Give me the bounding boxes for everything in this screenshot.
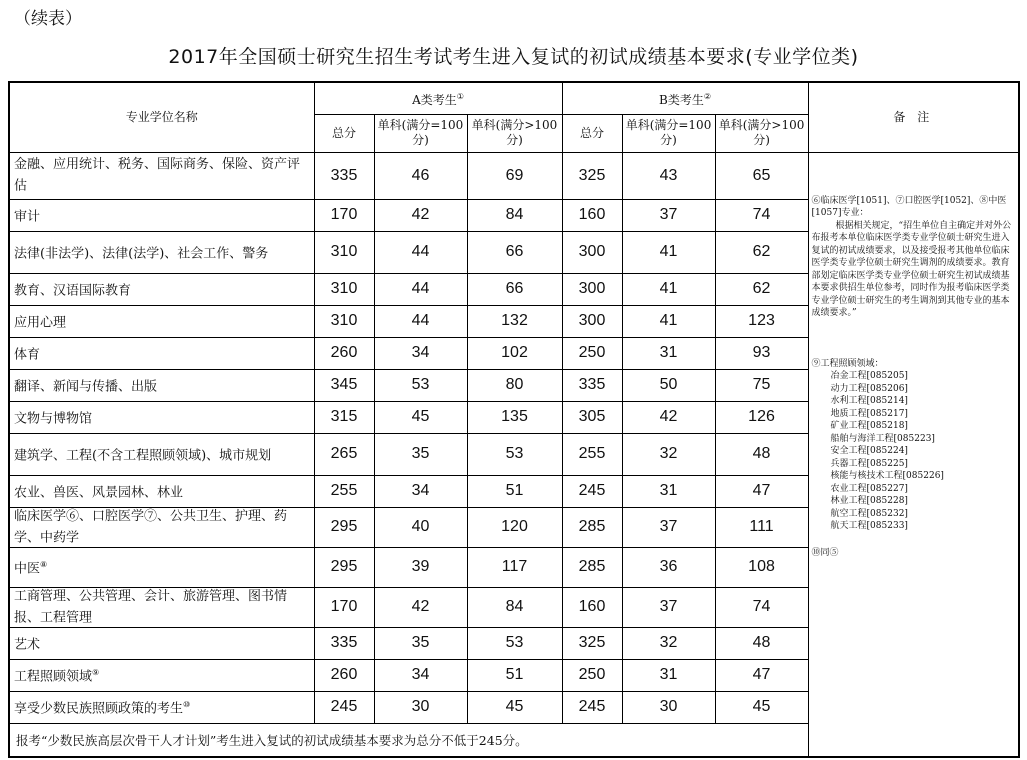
header-a-total: 总分 (314, 114, 374, 152)
score-b-gt100: 48 (715, 433, 808, 475)
engineering-field-item: 矿业工程[085218] (830, 421, 908, 431)
engineering-field-item: 林业工程[085228] (830, 496, 908, 506)
degree-name-cell: 法律(非法学)、法律(法学)、社会工作、警务 (9, 231, 314, 273)
medical-note-head: ⑥临床医学[1051]、⑦口腔医学[1052]、⑧中医[1057]专业： (811, 195, 1007, 218)
degree-name-cell: 翻译、新闻与传播、出版 (9, 369, 314, 401)
degree-name-cell: 文物与博物馆 (9, 401, 314, 433)
engineering-field-item: 安全工程[085224] (830, 446, 908, 456)
degree-name-cell: 教育、汉语国际教育 (9, 273, 314, 305)
score-b-100: 50 (622, 369, 715, 401)
score-a-100: 44 (374, 231, 467, 273)
score-a-100: 35 (374, 433, 467, 475)
table-row (9, 152, 1019, 199)
score-b-gt100: 74 (715, 587, 808, 627)
score-a-gt100: 45 (467, 691, 562, 723)
score-a-gt100: 84 (467, 587, 562, 627)
score-a-gt100: 51 (467, 659, 562, 691)
score-a-total: 310 (314, 273, 374, 305)
score-b-gt100: 126 (715, 401, 808, 433)
notes-cell (808, 152, 1019, 757)
engineering-field-item: 水利工程[085214] (830, 396, 908, 406)
score-a-gt100: 53 (467, 627, 562, 659)
score-b-gt100: 123 (715, 305, 808, 337)
score-a-total: 265 (314, 433, 374, 475)
score-a-total: 295 (314, 507, 374, 547)
score-a-100: 45 (374, 401, 467, 433)
score-a-100: 53 (374, 369, 467, 401)
degree-name-cell: 体育 (9, 337, 314, 369)
score-a-100: 42 (374, 199, 467, 231)
engineering-field-item: 核能与核技术工程[085226] (830, 471, 944, 481)
score-b-gt100: 47 (715, 475, 808, 507)
score-b-total: 325 (562, 152, 622, 199)
score-b-total: 250 (562, 337, 622, 369)
engineering-field-item: 船舶与海洋工程[085223] (830, 433, 935, 444)
score-a-gt100: 135 (467, 401, 562, 433)
same-as-note: ⑩同⑤ (811, 547, 839, 558)
score-b-100: 32 (622, 627, 715, 659)
header-b-total: 总分 (562, 114, 622, 152)
score-b-100: 41 (622, 273, 715, 305)
score-b-gt100: 45 (715, 691, 808, 723)
score-a-100: 42 (374, 587, 467, 627)
degree-name-cell: 工商管理、公共管理、会计、旅游管理、图书情报、工程管理 (9, 587, 314, 627)
score-a-total: 245 (314, 691, 374, 723)
medical-note-body: 根据相关规定，“招生单位自主确定并对外公布报考本单位临床医学类专业学位硕士研究生进入复试的初试成绩要求，以及接受报考其他单位临床医学类专业学位硕士研究生调剂的成绩要求。教育部划定临床医学类专业学位硕士研究生初试成绩基本要求供招生单位参考，同时作为报考临床医学类专业学位硕士研究生的考生调剂到其他专业的基本成绩要求。” (811, 220, 1012, 318)
score-b-total: 305 (562, 401, 622, 433)
score-b-gt100: 47 (715, 659, 808, 691)
header-notes: 备 注 (808, 82, 1019, 152)
engineering-note-head: ⑨工程照顾领域： (811, 358, 884, 369)
engineering-field-item: 地质工程[085217] (830, 408, 908, 419)
score-a-total: 335 (314, 152, 374, 199)
score-b-gt100: 62 (715, 273, 808, 305)
score-b-gt100: 62 (715, 231, 808, 273)
score-a-total: 170 (314, 587, 374, 627)
degree-name-cell: 中医⑧ (9, 547, 314, 587)
score-b-100: 30 (622, 691, 715, 723)
engineering-field-item: 兵器工程[085225] (830, 458, 908, 469)
score-a-total: 255 (314, 475, 374, 507)
score-a-total: 335 (314, 627, 374, 659)
score-b-gt100: 93 (715, 337, 808, 369)
footer-note: 报考“少数民族高层次骨干人才计划”考生进入复试的初试成绩基本要求为总分不低于245分。 (9, 723, 808, 757)
engineering-field-item: 航天工程[085233] (830, 521, 908, 531)
degree-name-cell: 应用心理 (9, 305, 314, 337)
score-a-100: 34 (374, 337, 467, 369)
score-b-total: 300 (562, 273, 622, 305)
score-b-total: 285 (562, 547, 622, 587)
degree-name-cell: 临床医学⑥、口腔医学⑦、公共卫生、护理、药学、中药学 (9, 507, 314, 547)
degree-name-cell: 建筑学、工程(不含工程照顾领域)、城市规划 (9, 433, 314, 475)
score-a-100: 34 (374, 659, 467, 691)
score-a-gt100: 102 (467, 337, 562, 369)
continued-label: （续表） (14, 9, 82, 29)
score-a-100: 44 (374, 273, 467, 305)
score-b-total: 255 (562, 433, 622, 475)
score-b-100: 32 (622, 433, 715, 475)
score-b-100: 41 (622, 231, 715, 273)
score-a-gt100: 51 (467, 475, 562, 507)
score-b-total: 245 (562, 691, 622, 723)
header-a-single-100: 单科(满分=100分) (374, 114, 467, 152)
score-a-total: 310 (314, 305, 374, 337)
score-b-100: 31 (622, 475, 715, 507)
score-b-total: 160 (562, 587, 622, 627)
score-a-total: 315 (314, 401, 374, 433)
score-a-total: 345 (314, 369, 374, 401)
score-a-gt100: 66 (467, 231, 562, 273)
score-a-total: 170 (314, 199, 374, 231)
score-b-total: 285 (562, 507, 622, 547)
score-a-100: 30 (374, 691, 467, 723)
score-b-gt100: 111 (715, 507, 808, 547)
degree-name-cell: 艺术 (9, 627, 314, 659)
degree-name-cell: 工程照顾领域⑨ (9, 659, 314, 691)
engineering-field-item: 航空工程[085232] (830, 508, 908, 519)
score-b-100: 31 (622, 337, 715, 369)
score-a-100: 35 (374, 627, 467, 659)
degree-name-cell: 金融、应用统计、税务、国际商务、保险、资产评估 (9, 152, 314, 199)
header-group-a: A类考生① (314, 82, 562, 114)
score-b-gt100: 65 (715, 152, 808, 199)
header-b-single-gt100: 单科(满分>100分) (715, 114, 808, 152)
score-a-gt100: 53 (467, 433, 562, 475)
score-b-100: 37 (622, 507, 715, 547)
score-b-gt100: 75 (715, 369, 808, 401)
score-a-100: 44 (374, 305, 467, 337)
score-b-total: 335 (562, 369, 622, 401)
score-a-100: 40 (374, 507, 467, 547)
score-b-total: 300 (562, 305, 622, 337)
score-b-100: 37 (622, 587, 715, 627)
score-b-gt100: 108 (715, 547, 808, 587)
score-a-gt100: 80 (467, 369, 562, 401)
engineering-field-item: 动力工程[085206] (830, 383, 908, 394)
score-a-total: 295 (314, 547, 374, 587)
document-title: 2017年全国硕士研究生招生考试考生进入复试的初试成绩基本要求(专业学位类) (168, 46, 859, 68)
score-b-total: 245 (562, 475, 622, 507)
score-b-100: 43 (622, 152, 715, 199)
score-a-total: 260 (314, 659, 374, 691)
score-a-gt100: 117 (467, 547, 562, 587)
score-b-total: 300 (562, 231, 622, 273)
engineering-field-item: 冶金工程[085205] (830, 371, 908, 381)
header-b-single-100: 单科(满分=100分) (622, 114, 715, 152)
header-group-b: B类考生② (562, 82, 808, 114)
score-a-total: 260 (314, 337, 374, 369)
score-b-100: 36 (622, 547, 715, 587)
score-a-gt100: 132 (467, 305, 562, 337)
score-b-100: 41 (622, 305, 715, 337)
header-degree-name: 专业学位名称 (9, 82, 314, 152)
score-b-100: 42 (622, 401, 715, 433)
score-a-gt100: 84 (467, 199, 562, 231)
header-a-single-gt100: 单科(满分>100分) (467, 114, 562, 152)
engineering-field-item: 农业工程[085227] (830, 483, 908, 494)
score-b-100: 31 (622, 659, 715, 691)
score-a-gt100: 120 (467, 507, 562, 547)
score-table (8, 81, 1020, 758)
degree-name-cell: 享受少数民族照顾政策的考生⑩ (9, 691, 314, 723)
score-a-gt100: 69 (467, 152, 562, 199)
score-b-total: 250 (562, 659, 622, 691)
score-b-total: 325 (562, 627, 622, 659)
score-b-100: 37 (622, 199, 715, 231)
degree-name-cell: 审计 (9, 199, 314, 231)
score-b-total: 160 (562, 199, 622, 231)
score-b-gt100: 74 (715, 199, 808, 231)
score-a-100: 46 (374, 152, 467, 199)
score-a-100: 34 (374, 475, 467, 507)
score-a-100: 39 (374, 547, 467, 587)
degree-name-cell: 农业、兽医、风景园林、林业 (9, 475, 314, 507)
score-a-gt100: 66 (467, 273, 562, 305)
score-a-total: 310 (314, 231, 374, 273)
score-b-gt100: 48 (715, 627, 808, 659)
